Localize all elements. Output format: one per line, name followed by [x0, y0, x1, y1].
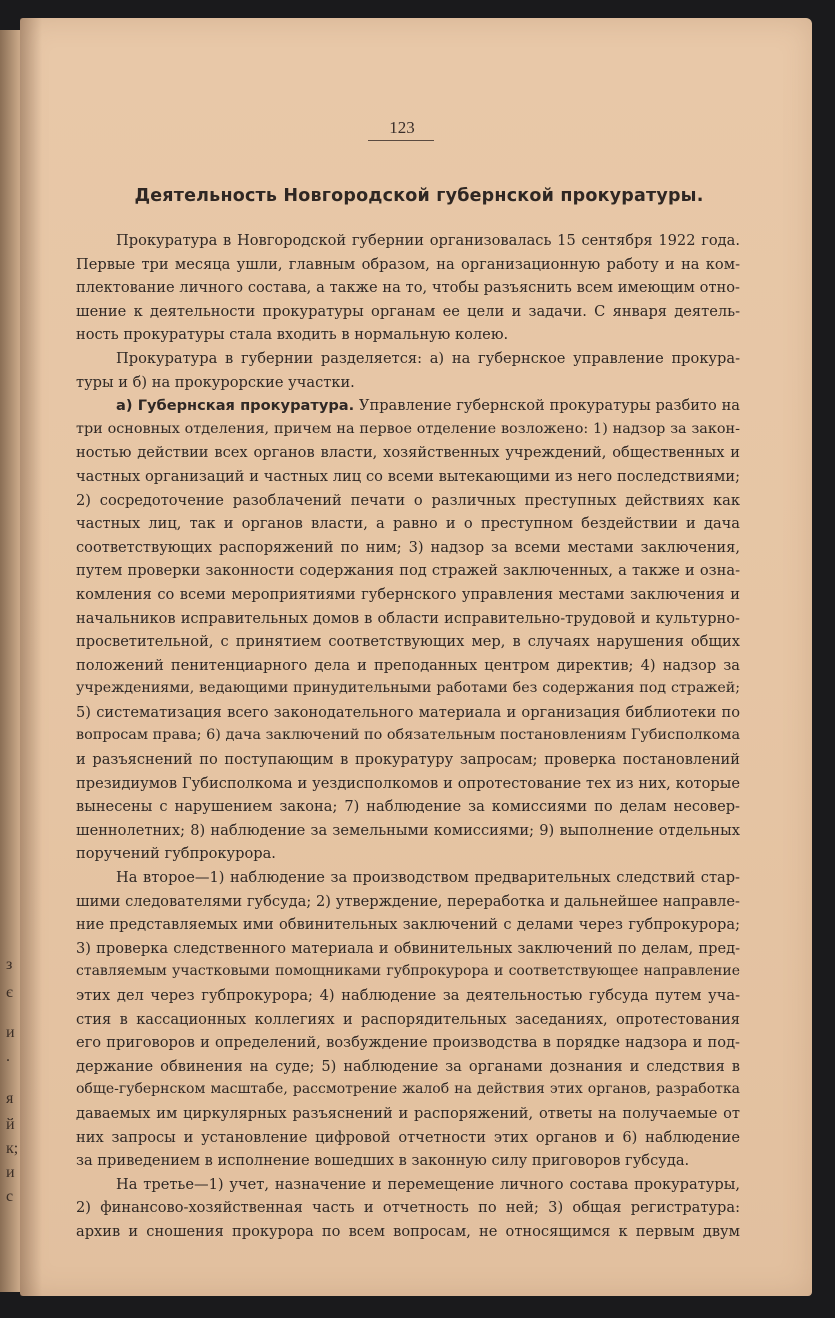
text-line: Первые три месяца ушли, главным образом, на организационную работу и на ком-	[76, 255, 740, 273]
text-line: держание обвинения на суде; 5) наблюдение за органами дознания и следствия в	[76, 1057, 740, 1075]
page-number: 123	[389, 118, 415, 137]
text-line: его приговоров и определений, возбуждение производства в порядке надзора и под-	[76, 1034, 740, 1052]
text-line: туры и б) на прокурорские участки.	[76, 373, 355, 391]
text-line: положений пенитенциарного дела и преподанных центром директив; 4) надзор за	[76, 656, 740, 674]
spine-shadow	[20, 18, 42, 1296]
text-line: 2) финансово-хозяйственная часть и отчетность по ней; 3) общая регистратура:	[76, 1199, 740, 1217]
text-line: Прокуратура в Новгородской губернии организовалась 15 сентября 1922 года.	[116, 232, 740, 249]
left-page-glyph: и	[6, 1024, 15, 1041]
text-line: частных лиц, так и органов власти, а равно и о преступном бездействии и дача	[76, 515, 740, 533]
text-line: обще-губернском масштабе, рассмотрение жалоб на действия этих органов, разработка	[76, 1081, 740, 1098]
text-line: шение к деятельности прокуратуры органам ее цели и задачи. С января деятель-	[76, 302, 740, 320]
left-page-glyph: я	[6, 1090, 14, 1107]
text-line: 3) проверка следственного материала и обвинительных заключений по делам, пред-	[76, 939, 740, 957]
text-line: шими следователями губсуда; 2) утверждение, переработка и дальнейшее направле-	[76, 892, 740, 910]
text-line: вопросам права; 6) дача заключений по обязательным постановлениям Губисполкома	[76, 727, 741, 744]
text-line: архив и сношения прокурора по всем вопросам, не относящимся к первым двум	[76, 1222, 740, 1240]
text-line: просветительной, с принятием соответствующих мер, в случаях нарушения общих	[76, 633, 740, 651]
text-line-rest: Управление губернской прокуратуры разбито на	[354, 397, 741, 415]
text-line: 2) сосредоточение разоблачений печати о различных преступных действиях как	[76, 491, 740, 509]
text-line: комления со всеми мероприятиями губернского управления местами заключения и	[76, 585, 740, 603]
text-line: ставляемым участковыми помощниками губпрокурора и соответствующее направление	[76, 963, 740, 980]
text-line: вынесены с нарушением закона; 7) наблюдение за комиссиями по делам несовер-	[76, 798, 740, 816]
text-line: Прокуратура в губернии разделяется: а) на губернское управление прокура-	[116, 349, 740, 367]
text-line: начальников исправительных домов в области исправительно-трудовой и культурно-	[76, 609, 740, 627]
left-page-glyph: .	[6, 1048, 10, 1065]
text-line: ность прокуратуры стала входить в нормальную колею.	[76, 326, 509, 344]
text-line: поручений губпрокурора.	[76, 845, 276, 863]
text-line	[76, 394, 740, 418]
text-line: ние представляемых ими обвинительных заключений с делами через губпрокурора;	[76, 916, 740, 934]
left-page-glyph: є	[6, 984, 13, 1001]
text-line: них запросы и установление цифровой отчетности этих органов и 6) наблюдение	[76, 1128, 740, 1146]
text-line: 5) систематизация всего законодательного материала и организация библиотеки по	[76, 703, 740, 721]
body-text	[76, 229, 740, 1244]
left-page-glyph: й	[6, 1116, 15, 1133]
text-line: плектование личного состава, а также на то, чтобы разъяснить всем имеющим отно-	[76, 279, 740, 297]
text-line: путем проверки законности содержания под стражей заключенных, а также и озна-	[76, 562, 740, 580]
left-page-glyph: к;	[6, 1140, 19, 1157]
text-line: шеннолетних; 8) наблюдение за земельными комиссиями; 9) выполнение отдельных	[76, 821, 740, 839]
text-line: даваемых им циркулярных разъяснений и распоряжений, ответы на получаемые от	[76, 1104, 740, 1122]
page-title: Деятельность Новгородской губернской прокуратуры.	[134, 186, 704, 206]
text-line: частных организаций и частных лиц со всеми вытекающими из него последствиями;	[76, 467, 740, 485]
text-line: три основных отделения, причем на первое отделение возложено: 1) надзор за закон-	[76, 420, 740, 437]
text-line: ностью действии всех органов власти, хозяйственных учреждений, общественных и	[76, 444, 740, 462]
left-page-glyph: с	[6, 1188, 14, 1205]
text-line: этих дел через губпрокурора; 4) наблюдение за деятельностью губсуда путем уча-	[76, 987, 740, 1004]
left-page-glyph: з	[6, 956, 13, 973]
text-line: На третье—1) учет, назначение и перемещение личного состава прокуратуры,	[116, 1175, 740, 1193]
page-number-rule	[368, 140, 434, 141]
text-line: и разъяснений по поступающим в прокуратуру запросам; проверка постановлений	[76, 751, 740, 769]
text-line: президиумов Губисполкома и уездисполкомов и опротестование тех из них, которые	[76, 774, 740, 792]
section-lead: а) Губернская прокуратура.	[116, 397, 355, 415]
text-line: учреждениями, ведающими принудительными работами без содержания под стражей;	[76, 680, 740, 697]
text-line: На второе—1) наблюдение за производством предварительных следствий стар-	[116, 869, 740, 887]
text-line: стия в кассационных коллегиях и распорядительных заседаниях, опротестования	[76, 1010, 740, 1028]
left-page-glyph: и	[6, 1164, 15, 1181]
text-line: за приведением в исполнение вошедших в законную силу приговоров губсуда.	[76, 1152, 690, 1170]
text-line: соответствующих распоряжений по ним; 3) надзор за всеми местами заключения,	[76, 538, 740, 556]
